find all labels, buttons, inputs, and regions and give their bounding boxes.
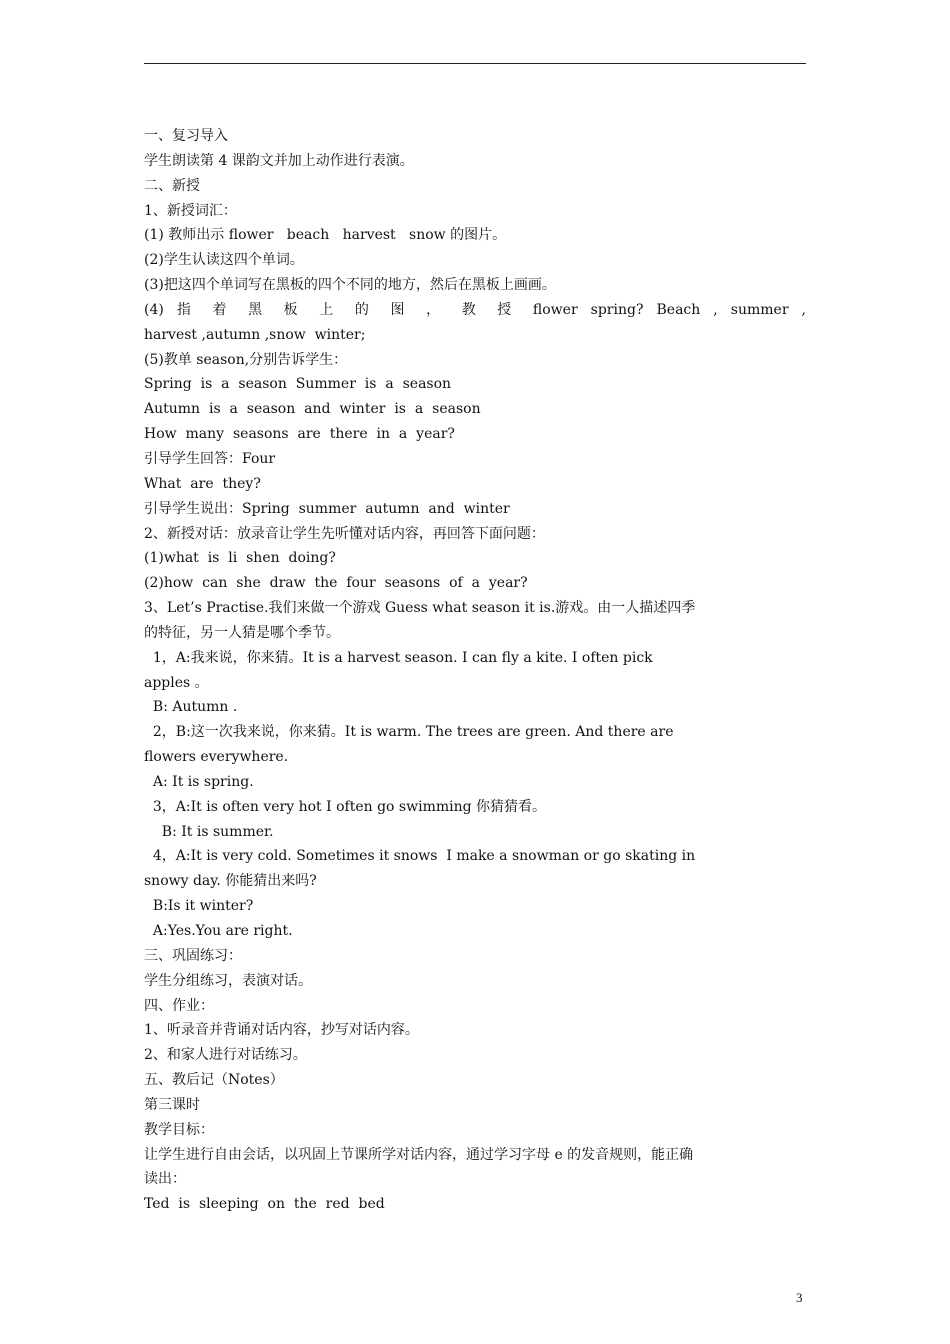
subheading-vocabulary: 1、新授词汇： (144, 202, 237, 219)
text-line: 引导学生说出：Spring summer autumn and winter (144, 500, 510, 517)
text-line: 1，A:我来说，你来猜。It is a harvest season. I can fly a kite. I often pick (144, 649, 653, 666)
text-line: A: It is spring. (144, 773, 254, 790)
section-heading-notes: 五、教后记（Notes） (144, 1072, 284, 1089)
text-line: 的特征，另一人猜是哪个季节。 (144, 624, 340, 641)
document-body (144, 124, 806, 1217)
text-line: (2)how can she draw the four seasons of a year? (144, 575, 528, 592)
text-line: 学生分组练习，表演对话。 (144, 972, 312, 989)
text-line: 学生朗读第 4 课韵文并加上动作进行表演。 (144, 152, 414, 169)
text-line: (4) 指 着 黑 板 上 的 图 ， 教 授 flower spring? Beach , summer , (144, 301, 806, 318)
page-number: 3 (796, 1290, 803, 1305)
text-line: (2)学生认读这四个单词。 (144, 252, 304, 269)
subheading-dialogue: 2、新授对话：放录音让学生先听懂对话内容，再回答下面问题： (144, 525, 545, 542)
subheading-practise: 3、Let’s Practise.我们来做一个游戏 Guess what season it is.游戏。由一人描述四季 (144, 600, 696, 617)
text-line: What are they? (144, 475, 261, 492)
text-line: harvest ,autumn ,snow winter; (144, 326, 366, 343)
text-line: 2、和家人进行对话练习。 (144, 1047, 307, 1064)
text-line: snowy day. 你能猜出来吗? (144, 873, 317, 890)
section-heading-homework: 四、作业： (144, 997, 214, 1014)
subheading-objectives: 教学目标： (144, 1121, 214, 1138)
text-line: (5)教单 season,分别告诉学生： (144, 351, 348, 368)
text-line: 让学生进行自由会话，以巩固上节课所学对话内容，通过学习字母 e 的发音规则，能正确 (144, 1146, 694, 1163)
text-line: 3，A:It is often very hot I often go swimming 你猜猜看。 (144, 798, 547, 815)
text-line: How many seasons are there in a year? (144, 426, 455, 443)
text-line: (3)把这四个单词写在黑板的四个不同的地方，然后在黑板上画画。 (144, 277, 556, 294)
text-line: 2，B:这一次我来说，你来猜。It is warm. The trees are green. And there are (144, 724, 674, 741)
header-rule (144, 63, 806, 64)
text-line: 读出： (144, 1171, 186, 1188)
text-line: Ted is sleeping on the red bed (144, 1196, 385, 1213)
text-line: B:Is it winter? (144, 898, 254, 915)
text-line: Autumn is a season and winter is a season (144, 401, 481, 418)
text-line: Spring is a season Summer is a season (144, 376, 452, 393)
text-line: (1)what is li shen doing? (144, 550, 336, 567)
section-heading-new: 二、新授 (144, 177, 200, 194)
text-line: (1) 教师出示 flower beach harvest snow 的图片。 (144, 227, 507, 244)
text-line: apples 。 (144, 674, 209, 691)
text-line: 引导学生回答：Four (144, 450, 276, 467)
section-heading-review: 一、复习导入 (144, 128, 228, 144)
text-line: B: It is summer. (144, 823, 274, 840)
text-line: 1、听录音并背诵对话内容，抄写对话内容。 (144, 1022, 419, 1039)
text-line: B: Autumn . (144, 699, 238, 716)
lesson-heading-third: 第三课时 (144, 1096, 200, 1113)
text-line: A:Yes.You are right. (144, 923, 293, 939)
text-line: flowers everywhere. (144, 749, 289, 766)
section-heading-consolidation: 三、巩固练习： (144, 947, 242, 964)
text-line: 4，A:It is very cold. Sometimes it snows I make a snowman or go skating in (144, 848, 696, 865)
